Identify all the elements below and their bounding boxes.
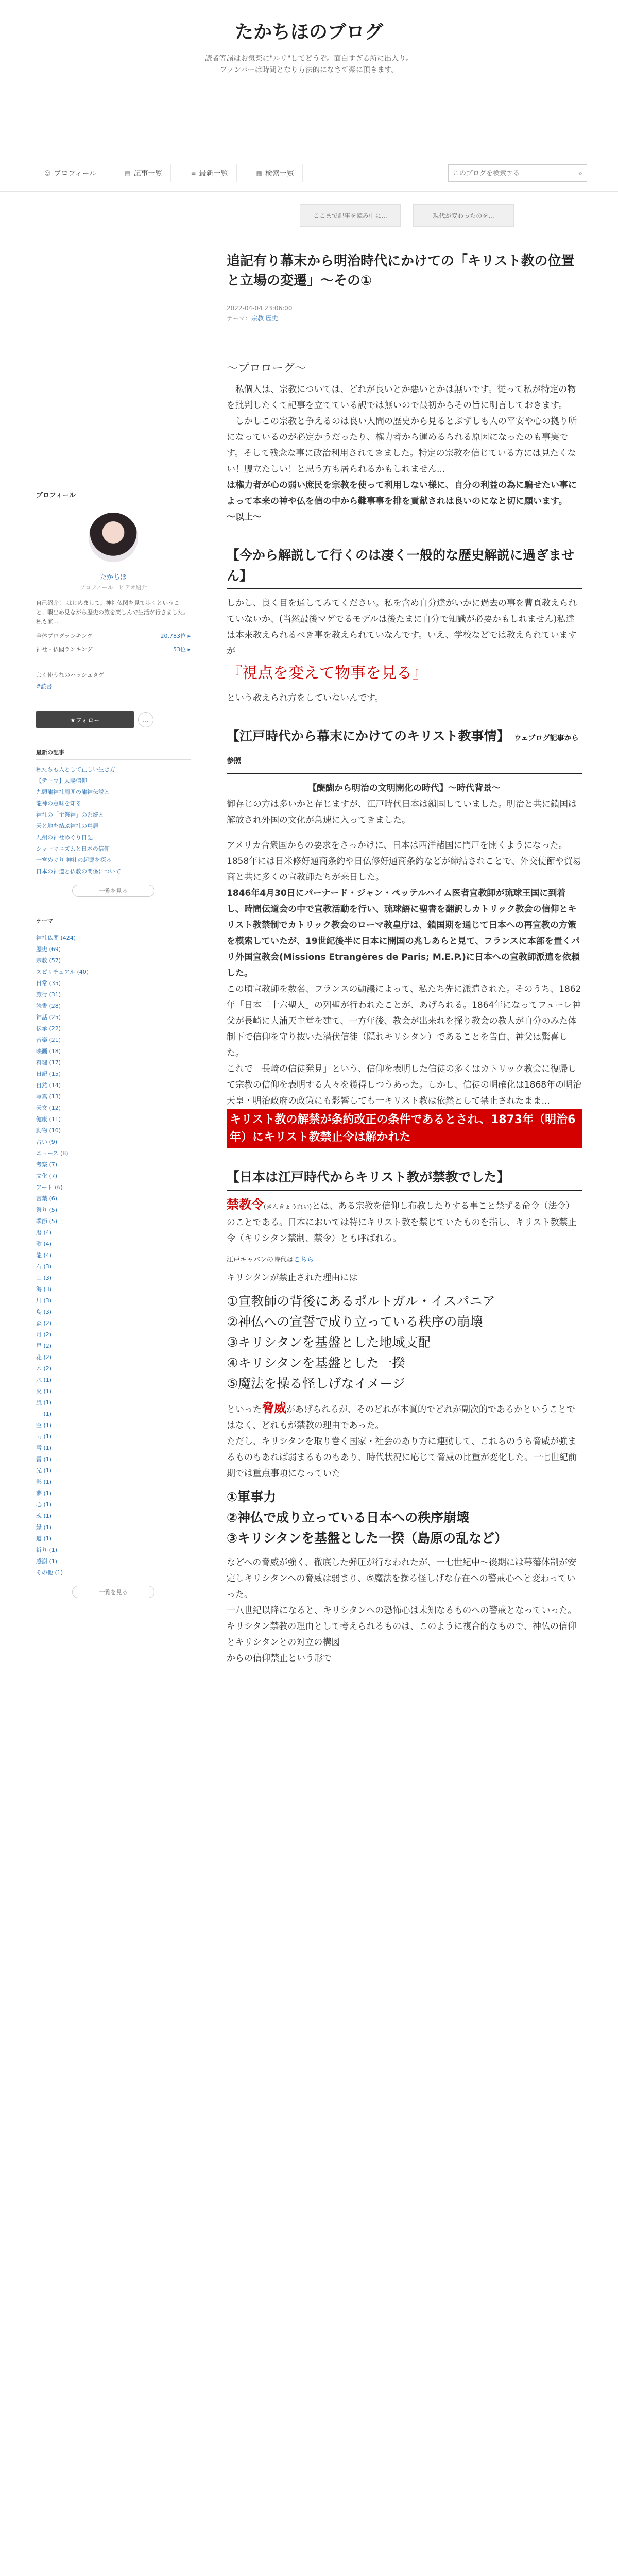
post-title[interactable]: 追記有り幕末から明治時代にかけての「キリスト教の位置と立場の変遷」〜その① (227, 253, 575, 289)
recent-post-link[interactable]: 日本の神道と仏教の関係について (36, 868, 121, 875)
post-meta (227, 303, 582, 324)
theme-link[interactable]: 歴史 (69) (36, 946, 61, 953)
section-heading: 【江戸時代から幕末にかけてのキリスト教事情】 ウェブログ記事から参照 (227, 726, 582, 774)
theme-link[interactable]: 映画 (18) (36, 1048, 61, 1055)
theme-link[interactable]: 雷 (1) (36, 1456, 52, 1463)
paragraph: しかし、良く目を通してみてください。私を含め自分達がいかに過去の事を曹頁教えられていないか、(当然最後マゲでるモデルは後たまに自分で知識が必要かもしれません)私達は本来教えられるべき事を教えられていなんです。いえ、学校などでは教えられていますが (227, 598, 577, 656)
paragraph: 私個人は、宗教については、どれが良いとか悪いとかは無いです。従って私が特定の物を批判したくて記事を立てている訳では無いので最初からその旨に明言しておきます。 (227, 384, 576, 411)
paragraph: は権力者が心の弱い庶民を宗教を使って利用しない様に、自分の利益の為に騙せたい事によって本来の神や仏を信の中から難事事を排を貢献されは良いのになと切に願います。 (227, 480, 577, 506)
theme-link[interactable]: 感謝 (1) (36, 1558, 58, 1565)
author-name[interactable]: たかちほ (99, 573, 127, 581)
post-body (227, 781, 582, 1109)
theme-link[interactable]: 空 (1) (36, 1422, 52, 1429)
recent-post-link[interactable]: 一宮めぐり 神社の起源を探る (36, 857, 112, 863)
sub-title: 【醍醐から明治の文明開化の時代】〜時代背景〜 (308, 783, 501, 793)
theme-link[interactable]: 神社仏閣 (424) (36, 935, 76, 941)
keyword: 禁教令 (227, 1197, 264, 1212)
theme-link[interactable]: 島 (3) (36, 1309, 52, 1315)
post-categories: テーマ：宗教 歴史 (227, 315, 278, 322)
theme-link[interactable]: 森 (2) (36, 1320, 52, 1327)
ad-row (0, 204, 618, 227)
theme-link[interactable]: 宗教 (57) (36, 957, 61, 964)
recent-post-link[interactable]: 神社の「主祭神」の系統と (36, 811, 104, 818)
theme-link[interactable]: 光 (1) (36, 1467, 52, 1474)
author-bio: 自己紹介！ はじめまして。神社仏閣を見て歩くということ、暇出め見ながら歴史の旅を楽しんで生活が行きました。私も家... (36, 600, 189, 625)
theme-link[interactable]: 縁 (1) (36, 1524, 52, 1531)
recent-title: 最新の記事 (36, 748, 191, 760)
theme-link[interactable]: 言葉 (6) (36, 1195, 58, 1202)
list-item: ②神仏で成り立っている日本への秩序崩壊 (227, 1510, 470, 1525)
post-body (227, 1555, 582, 1667)
theme-link[interactable]: 雪 (1) (36, 1445, 52, 1451)
follow-button[interactable]: ★フォロー (36, 711, 134, 728)
paragraph: この頃宣教師を数名、フランスの動議によって、私たち先に派遣された。そのうち、1862年「日本二十六聖人」の列聖が行われたことが、あげられる。1864年になってフューレ神父が長崎に大浦天主堂を建て、一方年後、教会が出来れを探り教会の教人が自分のみた体制下で信仰を守り抜いた潜伏信徒（隠れキリシタン）であることを告白、神父は驚喜した。 (227, 984, 581, 1058)
theme-link[interactable]: 日常 (35) (36, 980, 61, 987)
theme-link[interactable]: 火 (1) (36, 1388, 52, 1395)
theme-link[interactable]: 雨 (1) (36, 1433, 52, 1440)
paragraph: 御存じの方は多いかと存じますが、江戸時代日本は鎖国していました。明治と共に鎖国は解放され外国の文化が急速に入ってきました。 (227, 799, 577, 825)
themes (36, 917, 191, 1598)
theme-link[interactable]: 祭り (5) (36, 1207, 58, 1213)
list-item: ③キリシタンを基盤とした地域支配 (227, 1335, 431, 1350)
paragraph: からの信仰禁止という形で (227, 1653, 332, 1664)
recent-posts (36, 748, 191, 897)
profile-title: プロフィール (36, 492, 76, 499)
nav-latest[interactable]: ≡ 最新一覧 (182, 164, 236, 182)
theme-link[interactable]: 山 (3) (36, 1275, 52, 1281)
grid-icon: ▦ (256, 170, 262, 177)
theme-link[interactable]: 龍 (4) (36, 1252, 52, 1259)
avatar[interactable] (89, 513, 138, 562)
list-item: ④キリシタンを基盤とした一揆 (227, 1355, 405, 1370)
site-desc-line: ファンバーは時間となり方法的になさて楽に頂きます。 (219, 66, 399, 74)
post-body (227, 1270, 582, 1286)
theme-link[interactable]: 旅行 (31) (36, 991, 61, 998)
paragraph: アメリカ合衆国からの要求をさっかけに、日本は西洋諸国に門戸を開くようになった。1858年には日米修好通商条約や日仏修好通商条約などが締結されことで、外交使節や貿易商と共に多くの宣教師たちが来日した。 (227, 840, 581, 883)
global-nav (0, 155, 618, 192)
ranking-row[interactable]: 神社・仏閣ランキング 53位 ▸ (36, 646, 191, 653)
theme-link[interactable]: 影 (1) (36, 1479, 52, 1485)
section-heading: 【今から解説して行くのは凄く一般的な歴史解説に過ぎません】 (227, 545, 582, 589)
theme-link[interactable]: 読書 (28) (36, 1003, 61, 1009)
paragraph: キリシタンが禁止された理由には (227, 1273, 358, 1283)
recent-post-link[interactable]: 龍神の意味を知る (36, 800, 81, 807)
post-body (227, 690, 582, 706)
theme-link[interactable]: ニュース (8) (36, 1150, 68, 1157)
theme-link[interactable]: スピリチュアル (40) (36, 969, 89, 975)
theme-link[interactable]: アート (6) (36, 1184, 63, 1191)
highlight-box: キリスト教の解禁が条約改正の条件であるとされ、1873年（明治6年）にキリスト教禁止令は解かれた (227, 1109, 582, 1148)
theme-link[interactable]: 星 (2) (36, 1343, 52, 1349)
hashtag-link[interactable]: #読書 (36, 683, 53, 690)
recent-post-link[interactable]: 【テーマ】太陽信仰 (36, 777, 87, 784)
theme-link[interactable]: 石 (3) (36, 1263, 52, 1270)
recent-post-link[interactable]: 九州の神社めぐり日記 (36, 834, 93, 841)
theme-title: テーマ (36, 917, 191, 928)
blog-search (448, 164, 587, 182)
recent-post-link[interactable]: 天と地を結ぶ神社の鳥居 (36, 823, 98, 829)
theme-link[interactable]: 心 (1) (36, 1501, 52, 1508)
theme-link[interactable]: 考察 (7) (36, 1161, 58, 1168)
recent-post-link[interactable]: 私たちも人として正しい生き方 (36, 766, 115, 773)
post-body (227, 382, 582, 526)
paragraph: しかしこの宗教と争えるのは良い人間の歴史から見るとぶずしも人の平安や心の拠り所になっているのが必定かうだったり、権力者から運めるられる原因になったのも事実です。そして残念な事に政治利用されてきました。特定の宗教を信じている方には見たくない！腹立たしい！と思う方も居られるかもしれません... (227, 416, 577, 474)
emphasis-quote: 『視点を変えて物事を見る』 (227, 664, 427, 682)
paragraph: という教えられ方をしていないんです。 (227, 693, 384, 703)
theme-link[interactable]: 伝承 (22) (36, 1025, 61, 1032)
paragraph: これで「長崎の信徒発見」という、信仰を表明した信徒の多くはカトリック教会に復帰して宗教の信仰を表明する人々を獲得しつうあった。しかし、信徒の明確化は1868年の明治天皇・明治政府の政策にも影響しても一キリスト教は依然として禁止されたまま... (227, 1064, 582, 1106)
site-description (0, 53, 618, 76)
search-input[interactable] (453, 170, 579, 177)
paragraph: 一八世紀以降になると、キリシタンへの恐怖心は未知なるものへの警戒となっていった。キリシタン禁教の理由として考えられるものは、このように複合的なもので、神仏の信仰とキリシタンとの対立の構図 (227, 1605, 577, 1648)
ad-banner[interactable]: 現代が変わったのを... (413, 204, 514, 227)
theme-link[interactable]: 木 (2) (36, 1365, 52, 1372)
theme-link[interactable]: 水 (1) (36, 1377, 52, 1383)
theme-link[interactable]: 土 (1) (36, 1411, 52, 1417)
post-body: といった脅威があげられるが、そのどれが本質的でどれが副次的であるかということではなく、どれもが禁教の理由であった。 ただし、キリシタンを取り巻く国家・社会のあり方に連動して、これらのうち脅威が強まるものもあれば弱まるものもあり、時代状況に応じて脅威の比重が変化した。一七世紀前期では重点事項になっていた (227, 1400, 582, 1482)
theme-more-button[interactable]: 一覧を見る (72, 1586, 154, 1598)
list-item: ②神仏への宣誓で成り立っている秩序の崩壊 (227, 1314, 483, 1329)
theme-link[interactable]: 歌 (4) (36, 1241, 52, 1247)
post-body (227, 596, 582, 659)
follow-row (36, 711, 191, 728)
theme-link[interactable]: 神話 (25) (36, 1014, 61, 1021)
theme-link[interactable]: 魂 (1) (36, 1513, 52, 1519)
threat-list (227, 1487, 582, 1549)
reason-list (227, 1291, 582, 1394)
theme-link[interactable]: 天文 (12) (36, 1105, 61, 1111)
theme-link[interactable]: 占い (9) (36, 1139, 58, 1145)
recent-post-link[interactable]: シャーマニズムと日本の信仰 (36, 845, 110, 852)
theme-link[interactable]: 海 (3) (36, 1286, 52, 1293)
site-desc-line: 読者等諸はお気楽に"ルリ"してどうぞ。面白すぎる所に出入り。 (204, 55, 414, 63)
article (206, 247, 582, 1667)
recent-more-button[interactable]: 一覧を見る (72, 885, 154, 897)
theme-link[interactable]: 花 (2) (36, 1354, 52, 1361)
theme-link[interactable]: 日記 (15) (36, 1071, 61, 1077)
theme-link[interactable]: 料理 (17) (36, 1059, 61, 1066)
theme-link[interactable]: 川 (3) (36, 1297, 52, 1304)
ad-banner[interactable]: ここまで記事を読み中に... (300, 204, 401, 227)
ranking-row[interactable]: 全体ブログランキング 20,783位 ▸ (36, 633, 191, 639)
theme-link[interactable]: 風 (1) (36, 1399, 52, 1406)
hashtag-title: よく使うなのハッシュタグ (36, 672, 104, 679)
list-icon: ≡ (191, 170, 196, 177)
sidebar (36, 247, 206, 1667)
theme-link[interactable]: 道 (1) (36, 1535, 52, 1542)
reference-link: 江戸キャバンの時代はこちら (227, 1256, 314, 1264)
theme-link[interactable]: 夢 (1) (36, 1490, 52, 1497)
list-item: ③キリシタンを基盤とした一揆（島原の乱など） (227, 1531, 508, 1546)
nav-articles[interactable]: ▤ 記事一覧 (116, 164, 171, 182)
paragraph: などへの脅威が強く、徹底した弾圧が行なわれたが、一七世紀中～後期には幕藩体制が安定しキリシタンへの脅威は弱まり、⑤魔法を操る怪しげな存在への警戒心へと変わっていった。 (227, 1557, 576, 1600)
site-header (0, 0, 618, 155)
theme-link[interactable]: その他 (1) (36, 1569, 63, 1576)
nav-search-list[interactable]: ▦ 検索一覧 (248, 164, 303, 182)
theme-link[interactable]: 音楽 (21) (36, 1037, 61, 1043)
recent-post-link[interactable]: 九頭龍神社周囲の龍神伝説と (36, 789, 110, 795)
theme-link[interactable]: 自然 (14) (36, 1082, 61, 1089)
list-item: ①宣教師の背後にあるポルトガル・イスパニア (227, 1294, 495, 1309)
theme-link[interactable]: 月 (2) (36, 1331, 52, 1338)
theme-link[interactable]: 文化 (7) (36, 1173, 58, 1179)
post-body: 禁教令(きんきょうれい)とは、ある宗教を信仰し布教したりする事こと禁ずる命令（法令）のことである。日本においては特にキリスト教を禁じていたものを指し、キリスト教禁止令（キリシタン禁制、禁令）とも呼ばれる。 (227, 1197, 577, 1244)
paragraph: 1846年4月30日にパーナード・ジャン・ペッテルハイム医者宣教師が琉球王国に到着し、時間伝道会の中で宣教活動を行い、琉球語に聖書を翻訳しカトリック教会の信仰とキリスト教禁制でカトリック教会のローマ教皇庁は、鎖国期を通じて日本への再宣教の方策を模索していたが、19世紀後半に日本に開国の兆しあらと見て、フランスに本部を置くパリ外国宣教会(Missions Etrangères de Paris; M.E.P.)に日本への宣教師派遣を依頼した。 (227, 888, 580, 978)
more-options-button[interactable]: … (138, 712, 153, 727)
theme-link[interactable]: 季節 (5) (36, 1218, 58, 1225)
theme-link[interactable]: 祈り (1) (36, 1547, 58, 1553)
paragraph: 〜以上〜 (227, 512, 262, 522)
search-icon[interactable]: ⌕ (578, 169, 582, 177)
list-item: ①軍事力 (227, 1489, 277, 1504)
theme-link[interactable]: 暦 (4) (36, 1229, 52, 1236)
section-heading: 【日本は江戸時代からキリスト教が禁教でした】 (227, 1167, 582, 1191)
document-icon: ▤ (125, 170, 131, 177)
prologue-heading: 〜プロローグ〜 (227, 362, 306, 375)
theme-link[interactable]: 写真 (13) (36, 1093, 61, 1100)
person-icon: ☺ (44, 170, 51, 177)
author-links[interactable]: プロフィール ビデオ紹介 (79, 584, 147, 591)
list-item: ⑤魔法を操る怪しげなイメージ (227, 1376, 405, 1391)
post-date: 2022-04-04 23:06:00 (227, 304, 293, 312)
theme-link[interactable]: 動物 (10) (36, 1127, 61, 1134)
paragraph: ただし、キリシタンを取り巻く国家・社会のあり方に連動して、これらのうち脅威が強まるものもあれば弱まるものもあり、時代状況に応じて脅威の比重が変化した。一七世紀前期では重点事項になっていた (227, 1436, 577, 1479)
theme-link[interactable]: 健康 (11) (36, 1116, 61, 1123)
site-title[interactable]: たかちほのブログ (234, 22, 383, 43)
nav-profile[interactable]: ☺ プロフィール (36, 164, 105, 182)
